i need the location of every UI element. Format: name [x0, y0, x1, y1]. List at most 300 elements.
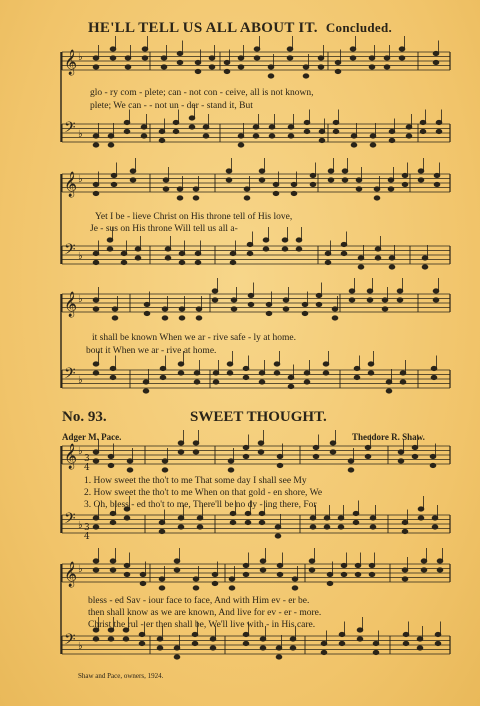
note-head [177, 187, 183, 191]
note-head [107, 247, 113, 251]
note-head [197, 516, 203, 520]
note-head [373, 650, 379, 654]
note-head [238, 65, 244, 69]
note-head [179, 260, 185, 264]
note-head [243, 563, 249, 567]
note-head [93, 516, 99, 520]
note-head [288, 125, 294, 129]
note-head [110, 47, 116, 51]
note-head [403, 632, 409, 636]
note-head [244, 196, 250, 200]
note-head [397, 298, 403, 302]
note-head [189, 125, 195, 129]
note-head [418, 178, 424, 182]
note-head [324, 525, 330, 529]
note-head [135, 247, 141, 251]
note-head [141, 134, 147, 138]
note-head [125, 56, 131, 60]
note-head [144, 311, 150, 315]
note-head [174, 655, 180, 659]
bass-clef-icon: 𝄢 [64, 510, 76, 531]
note-head [348, 468, 354, 472]
note-head [243, 454, 249, 458]
note-head [254, 56, 260, 60]
note-head [356, 178, 362, 182]
note-head [229, 586, 235, 590]
note-head [433, 51, 439, 55]
flat-key-signature-icon: ♭ [78, 641, 83, 652]
note-head [228, 468, 234, 472]
flat-key-signature-icon: ♭ [78, 520, 83, 531]
time-signature-icon: 3 [84, 454, 90, 464]
note-head [203, 125, 209, 129]
note-head [274, 362, 280, 366]
note-head [177, 51, 183, 55]
note-head [230, 251, 236, 255]
note-head [319, 138, 325, 142]
note-head [420, 129, 426, 133]
note-head [389, 265, 395, 269]
note-head [437, 568, 443, 572]
note-head [248, 302, 254, 306]
note-head [406, 125, 412, 129]
note-head [212, 572, 218, 576]
note-head [375, 247, 381, 251]
note-head [212, 581, 218, 585]
bass-clef-icon: 𝄢 [64, 365, 76, 386]
note-head [402, 182, 408, 186]
note-head [402, 529, 408, 533]
note-head [259, 520, 265, 524]
note-head [369, 563, 375, 567]
note-head [121, 251, 127, 255]
note-head [304, 129, 310, 133]
lyric-s1-l2: plete; We can - - not un - der - stand it, But [90, 101, 253, 111]
note-head [273, 182, 279, 186]
note-head [162, 468, 168, 472]
note-head [290, 637, 296, 641]
note-head [268, 65, 274, 69]
note-head [230, 511, 236, 515]
note-head [421, 568, 427, 572]
note-head [178, 441, 184, 445]
note-head [368, 362, 374, 366]
note-head [163, 178, 169, 182]
note-head [227, 371, 233, 375]
note-head [160, 375, 166, 379]
note-head [332, 316, 338, 320]
note-head [178, 516, 184, 520]
note-head [108, 637, 114, 641]
note-head [288, 375, 294, 379]
note-head [159, 520, 165, 524]
note-head [354, 366, 360, 370]
note-head [296, 238, 302, 242]
flat-key-signature-icon: ♭ [78, 375, 83, 386]
note-head [111, 173, 117, 177]
note-head [142, 56, 148, 60]
note-head [367, 298, 373, 302]
note-head [144, 302, 150, 306]
lyric-s1-l1: glo - ry com - plete; can - not con - ceive, all is not known, [90, 88, 314, 98]
bass-clef-icon: 𝄢 [64, 119, 76, 140]
note-head [338, 516, 344, 520]
note-head [325, 260, 331, 264]
note-head [243, 641, 249, 645]
note-head [209, 65, 215, 69]
note-head [318, 65, 324, 69]
note-head [110, 511, 116, 515]
note-head [93, 362, 99, 366]
note-head [382, 307, 388, 311]
note-head [435, 641, 441, 645]
note-head [388, 187, 394, 191]
note-head [355, 563, 361, 567]
note-head [430, 454, 436, 458]
note-head [243, 375, 249, 379]
note-head [259, 169, 265, 173]
note-head [328, 169, 334, 173]
note-head [417, 637, 423, 641]
note-head [108, 454, 114, 458]
note-head [304, 380, 310, 384]
note-head [335, 69, 341, 73]
note-head [282, 247, 288, 251]
flat-key-signature-icon: ♭ [78, 564, 83, 575]
note-head [174, 568, 180, 572]
note-head [355, 572, 361, 576]
note-head [386, 380, 392, 384]
note-head [194, 380, 200, 384]
note-head [417, 646, 423, 650]
note-head [224, 60, 230, 64]
note-head [140, 572, 146, 576]
flat-key-signature-icon: ♭ [78, 129, 83, 140]
lyric-s4-v1: 1. How sweet the tho't to me That some day I shall see My [84, 476, 307, 486]
note-head [386, 389, 392, 393]
note-head [193, 577, 199, 581]
note-head [192, 641, 198, 645]
note-head [259, 371, 265, 375]
note-head [162, 459, 168, 463]
note-head [321, 641, 327, 645]
note-head [276, 655, 282, 659]
note-head [123, 637, 129, 641]
note-head [330, 441, 336, 445]
note-head [310, 173, 316, 177]
note-head [245, 520, 251, 524]
hymn-title: SWEET THOUGHT. [190, 409, 327, 425]
note-head [389, 256, 395, 260]
note-head [302, 311, 308, 315]
note-head [275, 534, 281, 538]
note-head [338, 525, 344, 529]
note-head [365, 445, 371, 449]
lyric-s2-l1: Yet I be - lieve Christ on His throne tell of His love, [95, 212, 293, 222]
note-head [357, 637, 363, 641]
note-head [247, 251, 253, 255]
note-head [353, 511, 359, 515]
note-head [135, 256, 141, 260]
note-head [358, 265, 364, 269]
top-title [0, 20, 480, 37]
note-head [432, 525, 438, 529]
note-head [93, 459, 99, 463]
note-head [179, 307, 185, 311]
note-head [195, 60, 201, 64]
note-head [420, 120, 426, 124]
note-head [196, 316, 202, 320]
note-head [231, 298, 237, 302]
note-head [110, 568, 116, 572]
note-head [111, 182, 117, 186]
note-head [197, 525, 203, 529]
lyric-s4-v2: 2. How sweet the tho't to me When on that gold - en shore, We [84, 488, 323, 498]
note-head [213, 371, 219, 375]
note-head [193, 187, 199, 191]
note-head [375, 256, 381, 260]
note-head [418, 169, 424, 173]
note-head [160, 366, 166, 370]
note-head [324, 516, 330, 520]
note-head [127, 459, 133, 463]
note-head [273, 191, 279, 195]
note-head [421, 559, 427, 563]
note-head [349, 298, 355, 302]
bass-clef-icon: 𝄢 [64, 241, 76, 262]
treble-clef-icon: 𝄞 [64, 50, 78, 75]
note-head [333, 129, 339, 133]
note-head [309, 559, 315, 563]
note-head [210, 637, 216, 641]
note-head [341, 242, 347, 246]
note-head [260, 637, 266, 641]
note-head [433, 60, 439, 64]
treble-clef-icon: 𝄞 [64, 292, 78, 317]
note-head [374, 187, 380, 191]
note-head [412, 454, 418, 458]
note-head [195, 69, 201, 73]
note-head [162, 316, 168, 320]
note-head [177, 196, 183, 200]
hymn-number: No. 93. [62, 409, 107, 425]
note-head [93, 371, 99, 375]
note-head [179, 251, 185, 255]
note-head [125, 65, 131, 69]
note-head [142, 47, 148, 51]
note-head [389, 138, 395, 142]
note-head [402, 520, 408, 524]
note-head [332, 307, 338, 311]
note-head [290, 646, 296, 650]
note-head [124, 572, 130, 576]
note-head [269, 125, 275, 129]
note-head [93, 525, 99, 529]
note-head [370, 134, 376, 138]
note-head [110, 559, 116, 563]
note-head [422, 256, 428, 260]
note-head [354, 375, 360, 379]
note-head [358, 256, 364, 260]
note-head [174, 559, 180, 563]
lyric-s2-l2: Je - sus on His throne Will tell us all a- [90, 224, 238, 234]
note-head [93, 182, 99, 186]
note-head [258, 450, 264, 454]
lyricist-credit: Adger M. Pace. [62, 432, 122, 442]
note-head [260, 568, 266, 572]
note-head [93, 450, 99, 454]
note-head [243, 445, 249, 449]
note-head [433, 298, 439, 302]
note-head [276, 646, 282, 650]
note-head [159, 586, 165, 590]
note-head [287, 47, 293, 51]
note-head [310, 182, 316, 186]
note-head [327, 581, 333, 585]
note-head [253, 125, 259, 129]
note-head [432, 516, 438, 520]
note-head [93, 559, 99, 563]
note-head [437, 559, 443, 563]
note-head [304, 371, 310, 375]
note-head [230, 260, 236, 264]
note-head [260, 646, 266, 650]
note-head [107, 238, 113, 242]
note-head [323, 371, 329, 375]
note-head [328, 178, 334, 182]
flat-key-signature-icon: ♭ [78, 174, 83, 185]
note-head [192, 632, 198, 636]
note-head [231, 307, 237, 311]
note-head [177, 60, 183, 64]
note-head [238, 56, 244, 60]
note-head [374, 196, 380, 200]
note-head [259, 380, 265, 384]
note-head [435, 632, 441, 636]
note-head [263, 247, 269, 251]
note-head [173, 120, 179, 124]
note-head [229, 577, 235, 581]
note-head [388, 178, 394, 182]
note-head [110, 366, 116, 370]
bass-clef-icon: 𝄢 [64, 631, 76, 652]
note-head [402, 173, 408, 177]
note-head [163, 187, 169, 191]
lyric-s5-v2: then shall know as we are known, And live for ev - er - more. [88, 608, 322, 618]
note-head [212, 298, 218, 302]
note-head [397, 289, 403, 293]
note-head [193, 196, 199, 200]
note-head [178, 362, 184, 366]
note-head [304, 120, 310, 124]
note-head [162, 307, 168, 311]
treble-clef-icon: 𝄞 [64, 444, 78, 469]
note-head [161, 56, 167, 60]
note-head [350, 47, 356, 51]
note-head [93, 251, 99, 255]
note-head [418, 507, 424, 511]
note-head [165, 256, 171, 260]
note-head [110, 375, 116, 379]
note-head [254, 47, 260, 51]
note-head [243, 572, 249, 576]
note-head [93, 56, 99, 60]
note-head [310, 516, 316, 520]
note-head [399, 47, 405, 51]
note-head [226, 178, 232, 182]
note-head [228, 459, 234, 463]
note-head [370, 516, 376, 520]
note-head [339, 632, 345, 636]
note-head [384, 65, 390, 69]
note-head [253, 134, 259, 138]
note-head [382, 298, 388, 302]
note-head [351, 143, 357, 147]
time-signature-icon: 3 [84, 523, 90, 533]
lyric-s5-v1: bless - ed Sav - iour face to face, And with Him ev - er be. [88, 596, 310, 606]
note-head [274, 371, 280, 375]
note-head [130, 178, 136, 182]
note-head [124, 120, 130, 124]
note-head [310, 525, 316, 529]
note-head [159, 129, 165, 133]
note-head [143, 380, 149, 384]
note-head [93, 568, 99, 572]
composer-credit: Theodore R. Shaw. [352, 432, 425, 442]
flat-key-signature-icon: ♭ [78, 52, 83, 63]
note-head [335, 60, 341, 64]
note-head [303, 74, 309, 78]
note-head [238, 143, 244, 147]
copyright-footer: Shaw and Pace, owners, 1924. [78, 672, 164, 680]
note-head [384, 56, 390, 60]
note-head [165, 247, 171, 251]
note-head [400, 371, 406, 375]
note-head [178, 371, 184, 375]
note-head [412, 445, 418, 449]
note-head [434, 173, 440, 177]
note-head [333, 120, 339, 124]
note-head [319, 129, 325, 133]
note-head [277, 572, 283, 576]
note-head [213, 380, 219, 384]
note-head [431, 375, 437, 379]
note-head [368, 371, 374, 375]
note-head [110, 520, 116, 524]
note-head [403, 641, 409, 645]
note-head [398, 450, 404, 454]
note-head [193, 450, 199, 454]
note-head [402, 568, 408, 572]
note-head [291, 182, 297, 186]
note-head [351, 134, 357, 138]
note-head [189, 116, 195, 120]
lyric-s5-v3: Christ the rul - er then shall be, We'll live with - in His care. [88, 620, 316, 630]
note-head [212, 289, 218, 293]
note-head [292, 577, 298, 581]
note-head [316, 302, 322, 306]
note-head [139, 641, 145, 645]
note-head [266, 311, 272, 315]
top-title-main: HE'LL TELL US ALL ABOUT IT. [87, 20, 318, 36]
note-head [178, 450, 184, 454]
note-head [130, 169, 136, 173]
note-head [436, 120, 442, 124]
note-head [369, 65, 375, 69]
note-head [124, 516, 130, 520]
flat-key-signature-icon: ♭ [78, 251, 83, 262]
note-head [245, 511, 251, 515]
